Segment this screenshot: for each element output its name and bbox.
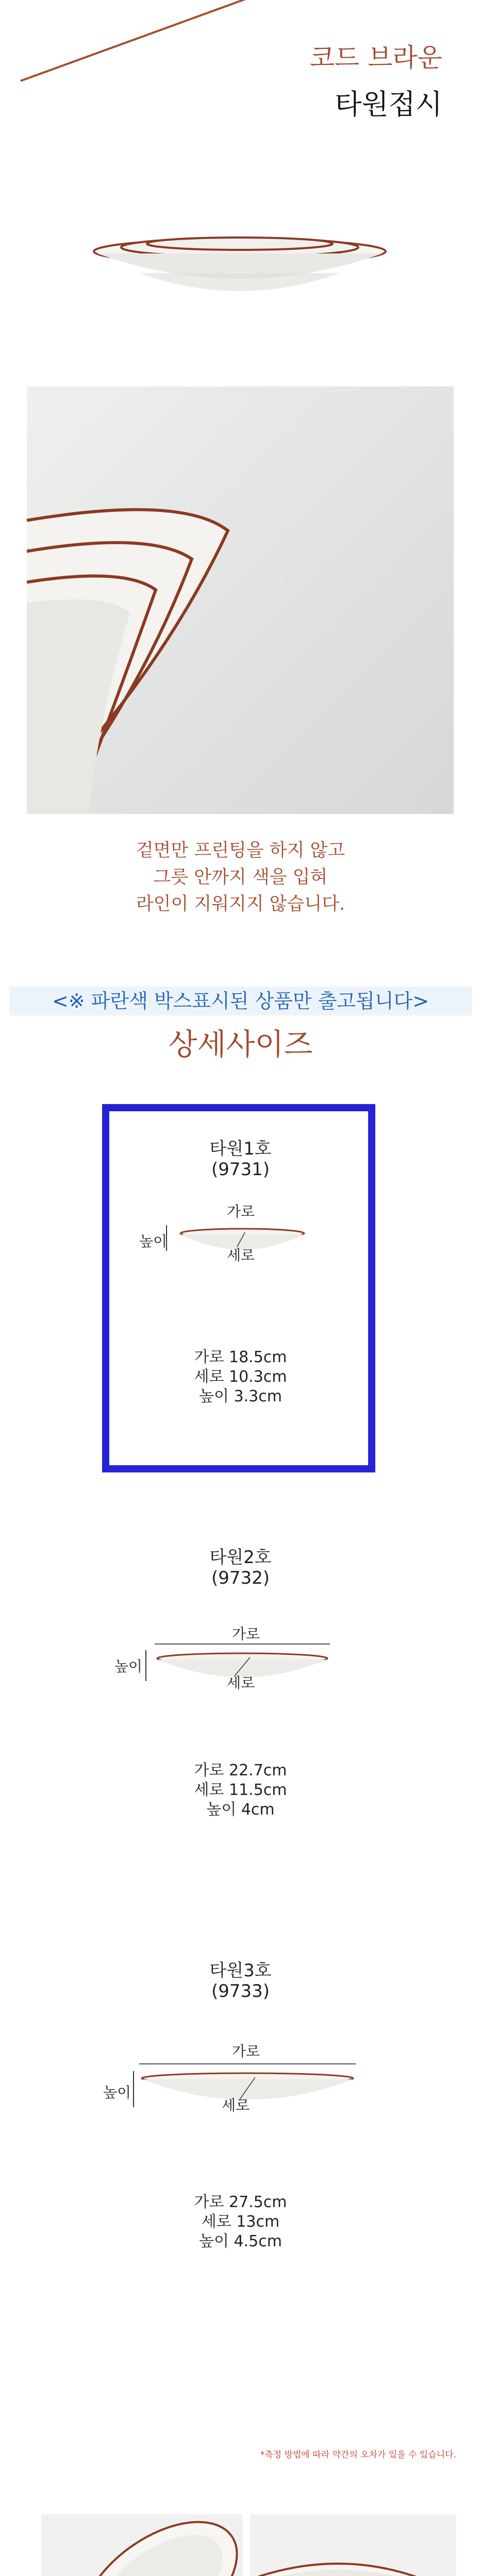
size1-code: (9731) — [211, 1159, 270, 1180]
size1-height-mark — [166, 1225, 167, 1251]
size3-code: (9733) — [211, 1981, 270, 2002]
size2-name: 타원2호 — [209, 1547, 272, 1568]
size3-width-label: 가로 — [232, 2043, 260, 2060]
size1-height-label: 높이 — [139, 1233, 168, 1250]
size2-width-label: 가로 — [232, 1625, 260, 1642]
size3-width-line — [139, 2063, 356, 2064]
size1-height: 높이 3.3cm — [199, 1387, 282, 1405]
hand-holding-plate-image-2 — [250, 2514, 456, 2576]
size2-height-label: 높이 — [114, 1658, 143, 1675]
size1-depth-label: 세로 — [227, 1247, 255, 1264]
size2-code: (9732) — [211, 1568, 270, 1588]
decorative-diagonal-line — [20, 0, 292, 82]
hand-holding-plate-image-1 — [41, 2514, 242, 2576]
size2-height: 높이 4cm — [206, 1801, 275, 1819]
copy-line-1: 겉면만 프린팅을 하지 않고 — [136, 840, 345, 861]
product-title: 타원접시 — [335, 88, 442, 121]
detail-size-title: 상세사이즈 — [168, 1027, 313, 1062]
size2-depth-label: 세로 — [227, 1674, 255, 1691]
stacked-plates-image — [93, 216, 387, 314]
size3-height: 높이 4.5cm — [199, 2232, 282, 2250]
size3-depth: 세로 13cm — [201, 2213, 280, 2231]
size3-name: 타원3호 — [209, 1960, 272, 1981]
copy-line-3: 라인이 지워지지 않습니다. — [136, 894, 345, 914]
copy-line-2: 그릇 안까지 색을 입혀 — [153, 867, 328, 888]
size1-width: 가로 18.5cm — [194, 1348, 287, 1366]
size2-width-line — [155, 1643, 330, 1645]
closeup-plates-image — [27, 386, 454, 814]
size3-width: 가로 27.5cm — [194, 2193, 287, 2211]
size3-depth-label: 세로 — [222, 2097, 250, 2114]
brand-color-name: 코드 브라운 — [309, 43, 442, 73]
size1-name: 타원1호 — [209, 1139, 272, 1159]
size3-height-label: 높이 — [103, 2084, 131, 2101]
size2-height-mark — [145, 1650, 146, 1681]
size1-width-label: 가로 — [227, 1203, 255, 1220]
measurement-disclaimer: *측정 방법에 따라 약간의 오차가 있을 수 있습니다. — [260, 2450, 456, 2460]
size2-depth: 세로 11.5cm — [194, 1781, 287, 1799]
size2-width: 가로 22.7cm — [194, 1761, 287, 1780]
size1-depth: 세로 10.3cm — [194, 1368, 287, 1386]
size3-height-mark — [133, 2071, 134, 2107]
shipping-notice: <※ 파란색 박스표시된 상품만 출고됩니다> — [9, 987, 472, 1015]
